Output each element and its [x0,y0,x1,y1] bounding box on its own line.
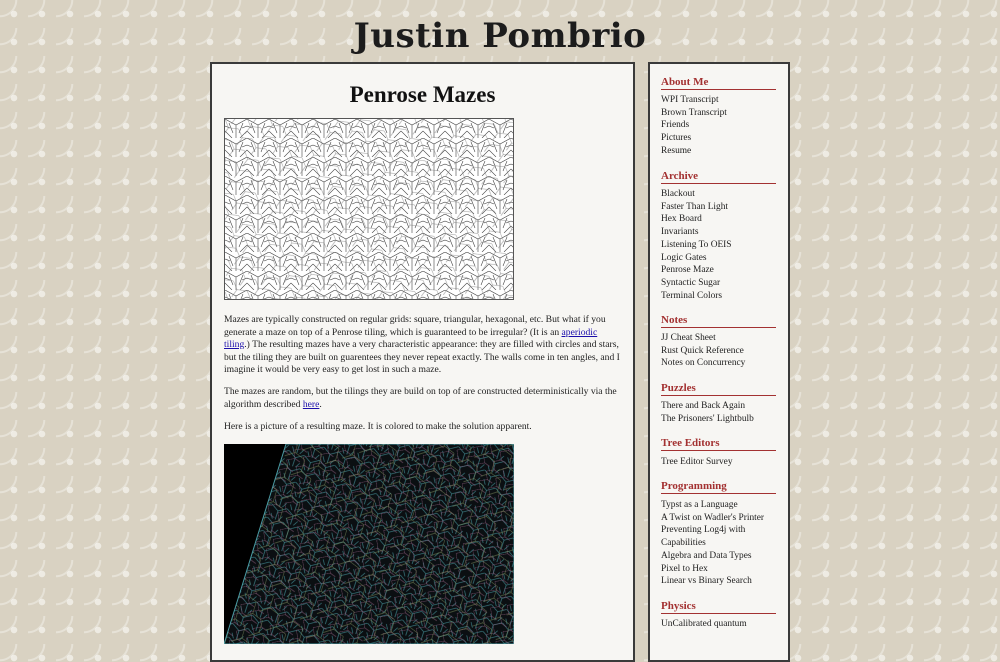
sidebar-link-pictures[interactable]: Pictures [661,133,692,144]
sidebar-link-rust-quick-reference[interactable]: Rust Quick Reference [661,345,744,356]
sidebar-heading-physics[interactable]: Physics [661,600,776,614]
sidebar-link-faster-than-light[interactable]: Faster Than Light [661,201,729,212]
sidebar-link-pixel-to-hex[interactable]: Pixel to Hex [661,563,708,574]
sidebar-link-terminal-colors[interactable]: Terminal Colors [661,290,723,301]
article-title: Penrose Mazes [349,82,496,107]
sidebar-link-penrose-maze[interactable]: Penrose Maze [661,265,714,276]
sidebar-link-tree-editor-survey[interactable]: Tree Editor Survey [661,457,733,467]
sidebar-list-notes [661,332,785,370]
sidebar-link-syntactic-sugar[interactable]: Syntactic Sugar [661,277,721,288]
sidebar-heading-puzzles[interactable]: Puzzles [661,382,776,396]
intro-text-a: Mazes are typically constructed on regular grids: square, triangular, hexagonal, etc. But what if you generate a maze on top of a Penrose tiling, which is guaranteed to be irregular? (It is an [224,314,606,338]
picture-caption-paragraph: Here is a picture of a resulting maze. It is colored to make the solution apparent. [224,421,532,432]
sidebar-list-puzzles [661,400,785,425]
sidebar-list-archive [661,188,785,302]
sidebar-link-notes-on-concurrency[interactable]: Notes on Concurrency [661,358,746,369]
sidebar-list-tree-editors [661,456,785,469]
sidebar-link-brown-transcript[interactable]: Brown Transcript [661,107,727,118]
sidebar-link-twist-on-wadlers-printer[interactable]: A Twist on Wadler's Printer [661,512,765,523]
sidebar-list-physics [661,618,785,631]
algorithm-text-b: . [319,398,322,410]
sidebar-heading-programming[interactable]: Programming [661,480,776,494]
sidebar-link-listening-to-oeis[interactable]: Listening To OEIS [661,239,732,250]
sidebar-link-invariants[interactable]: Invariants [661,227,699,238]
sidebar-heading-archive[interactable]: Archive [661,170,776,184]
sidebar-link-hex-board[interactable]: Hex Board [661,214,702,225]
sidebar-link-wpi-transcript[interactable]: WPI Transcript [661,95,719,105]
sidebar-link-jj-cheat-sheet[interactable]: JJ Cheat Sheet [661,333,716,343]
algorithm-paragraph [224,386,624,411]
sidebar-link-blackout[interactable]: Blackout [661,189,695,199]
here-link[interactable]: here [302,398,320,410]
site-title[interactable]: Justin Pombrio [353,16,647,56]
sidebar-link-linear-vs-binary-search[interactable]: Linear vs Binary Search [661,576,752,587]
sidebar-list-about-me [661,94,785,158]
main-content [210,62,635,662]
sidebar-link-uncalibrated-quantum[interactable]: UnCalibrated quantum [661,619,747,629]
colored-maze-image [224,444,514,644]
sidebar-link-prisoners-lightbulb[interactable]: The Prisoners' Lightbulb [661,413,754,424]
sidebar [648,62,790,662]
sidebar-heading-notes[interactable]: Notes [661,314,776,328]
sidebar-heading-about-me[interactable]: About Me [661,76,776,90]
sidebar-link-there-and-back-again[interactable]: There and Back Again [661,401,746,411]
sidebar-list-programming [661,499,785,588]
sidebar-link-friends[interactable]: Friends [661,120,690,131]
aperiodic-tiling-link[interactable]: aperiodic tiling [224,326,598,351]
algorithm-text-a: The mazes are random, but the tilings they are build on top of are constructed deterministically via the algorithm described [224,386,617,410]
penrose-maze-image [224,118,514,300]
sidebar-link-logic-gates[interactable]: Logic Gates [661,252,707,263]
sidebar-link-resume[interactable]: Resume [661,145,692,156]
sidebar-link-algebra-and-data-types[interactable]: Algebra and Data Types [661,550,752,561]
sidebar-link-typst-as-a-language[interactable]: Typst as a Language [661,500,738,510]
sidebar-link-preventing-log4j[interactable]: Preventing Log4j with Capabilities [661,525,746,549]
sidebar-heading-tree-editors[interactable]: Tree Editors [661,437,776,451]
intro-text-b: .) The resulting mazes have a very characteristic appearance: they are filled with circles and stars, but the tiling they are built on guarentees they never repeat exactly. The walls come in ten angles, and I imagine it would be very easy to get lost in such a maze. [224,339,620,376]
intro-paragraph [224,314,624,377]
